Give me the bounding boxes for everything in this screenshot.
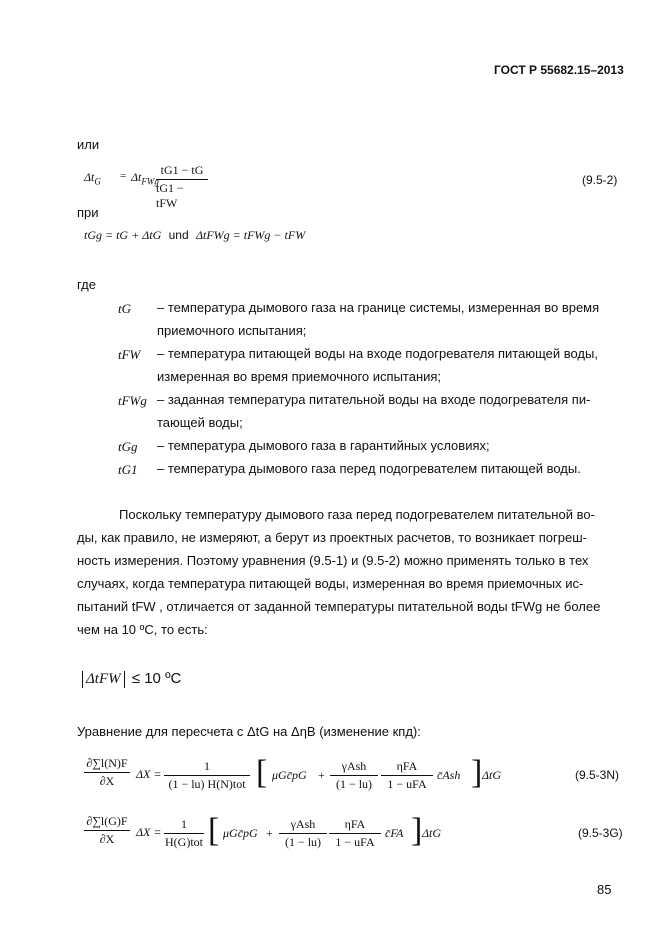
paragraph-line: ды, как правило, не измеряют, а берут из проектных расчетов, то возникает погреш- — [77, 530, 587, 545]
term-cfa: c̄FA — [385, 826, 404, 840]
def-text: тающей воды; — [157, 415, 243, 430]
equation-number: (9.5-3N) — [575, 768, 620, 782]
term-mu: μGc̄pG — [272, 768, 307, 782]
def-text: приемочного испытания; — [157, 323, 307, 338]
term-eta: ηFA 1 − uFA — [329, 817, 381, 850]
paragraph-line: Поскольку температуру дымового газа перед подогревателем питательной во- — [119, 507, 595, 522]
eq-lhs: $\Delta t_G$ — [84, 170, 101, 187]
bracket-open: [ — [208, 812, 220, 849]
term-eta: ηFA 1 − uFA — [381, 759, 433, 792]
def-symbol: tG1 — [118, 462, 138, 477]
def-text: измеренная во время приемочного испытания; — [157, 369, 442, 384]
def-text: – заданная температура питательной воды на входе подогревателя пи- — [157, 392, 591, 407]
eq-lhs-derivative: ∂∑l(G)F ∂X — [84, 814, 130, 847]
def-symbol: tG — [118, 301, 131, 316]
def-text: – температура питающей воды на входе подогревателя питающей воды, — [157, 346, 598, 361]
def-symbol: tFWg — [118, 393, 147, 408]
equation-number: (9.5-3G) — [578, 826, 623, 840]
term-gamma: γAsh (1 − lu) — [279, 817, 327, 850]
eq-coefficient: 1 H(G)tot — [165, 817, 203, 849]
term-cash: c̄Ash — [437, 768, 461, 782]
paragraph-line: пытаний tFW , отличается от заданной температуры питательной воды tFWg не более — [77, 599, 601, 614]
bracket-open: [ — [256, 754, 268, 791]
eq-equals: = — [120, 170, 127, 182]
bracket-close: ] — [411, 812, 423, 849]
inequality: ΔtFW ≤ 10 ºC — [82, 670, 181, 688]
paragraph-line: чем на 10 ºC, то есть: — [77, 622, 208, 637]
fraction-denominator: tG1 − tFW — [156, 181, 184, 210]
def-text: – температура дымового газа на границе системы, измеренная во время — [157, 300, 600, 315]
def-symbol: tFW — [118, 347, 141, 362]
eq-dx: ΔX = — [136, 825, 162, 839]
condition-line: tGg = tG + ΔtG und ΔtFWg = tFWg − tFW — [84, 228, 306, 242]
term-gamma: γAsh (1 − lu) — [330, 759, 378, 792]
fraction-numerator: tG1 − tG — [160, 163, 204, 177]
paragraph-line: ность измерения. Поэтому уравнения (9.5-1) и (9.5-2) можно применять только в тех — [77, 553, 589, 568]
term-plus: + — [318, 768, 325, 782]
eq-fraction — [156, 163, 208, 211]
term-mu: μGc̄pG — [223, 826, 258, 840]
document-code: ГОСТ Р 55682.15–2013 — [494, 63, 624, 77]
term-plus: + — [266, 826, 273, 840]
eq-rhs: $\Delta t_{FWg}$ — [131, 170, 159, 187]
word-ili: или — [77, 137, 100, 152]
term-dt: ΔtG — [482, 768, 502, 782]
bracket-close: ] — [471, 754, 483, 791]
equation-number: (9.5-2) — [582, 173, 618, 187]
recalc-sentence: Уравнение для пересчета с ΔtG на ΔηB (изменение кпд): — [77, 724, 421, 739]
term-dt: ΔtG — [422, 826, 442, 840]
eq-lhs-derivative: ∂∑l(N)F ∂X — [84, 756, 130, 789]
word-pri: при — [77, 205, 99, 220]
def-symbol: tGg — [118, 439, 138, 454]
eq-coefficient: 1 (1 − lu) H(N)tot — [164, 759, 250, 792]
paragraph-line: случаях, когда температура питающей воды, измеренная во время приемочных ис- — [77, 576, 584, 591]
page-number: 85 — [597, 882, 612, 897]
def-text: – температура дымового газа в гарантийных условиях; — [157, 438, 490, 453]
word-gde: где — [77, 277, 96, 292]
eq-dx: ΔX = — [136, 767, 162, 781]
def-text: – температура дымового газа перед подогревателем питающей воды. — [157, 461, 581, 476]
